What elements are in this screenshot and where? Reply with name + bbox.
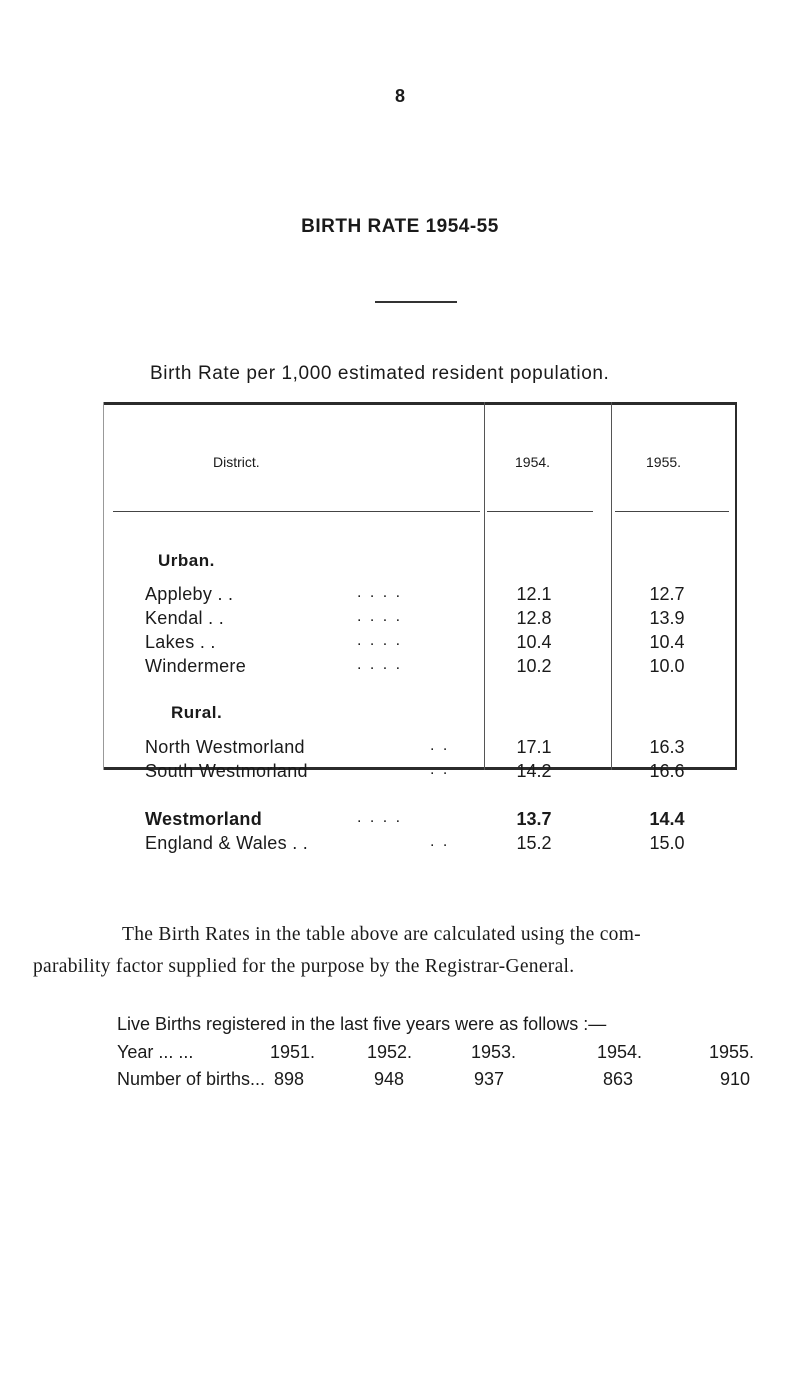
table-caption: Birth Rate per 1,000 estimated resident population. <box>150 363 610 384</box>
rate-1954: 17.1 <box>516 737 552 757</box>
births-1951: 898 <box>274 1069 305 1089</box>
page-title: BIRTH RATE 1954-55 <box>301 216 499 237</box>
rate-1954: 13.7 <box>516 809 552 829</box>
births-1954: 863 <box>603 1069 634 1089</box>
header-rule-1955 <box>615 511 729 512</box>
rate-1955: 12.7 <box>649 584 685 604</box>
rate-1955: 13.9 <box>649 608 685 628</box>
column-divider-1955 <box>611 402 612 770</box>
rate-1955: 14.4 <box>649 809 685 829</box>
table-right-rule <box>735 402 737 770</box>
live-births-intro-text: Live Births registered in the last five years were as follows :— <box>117 1014 607 1034</box>
header-1955: 1955. <box>646 454 682 470</box>
births-label: Number of births... <box>117 1069 266 1089</box>
district-name: Kendal . . <box>145 608 225 628</box>
total-england-wales-label: England & Wales . . <box>145 833 309 853</box>
total-westmorland-label: Westmorland <box>145 809 262 829</box>
births-1952: 948 <box>374 1069 405 1089</box>
year-1955: 1955. <box>709 1042 755 1062</box>
rate-1954: 12.8 <box>516 608 552 628</box>
header-rule-1954 <box>487 511 593 512</box>
leader-dots: . . <box>430 761 450 778</box>
rate-1955: 16.6 <box>649 761 685 781</box>
rate-1955: 15.0 <box>649 833 685 853</box>
header-1954: 1954. <box>515 454 551 470</box>
leader-dots: . . . . <box>357 608 403 625</box>
rate-1954: 10.4 <box>516 632 552 652</box>
birth-rate-table <box>103 402 737 770</box>
rate-1954: 15.2 <box>516 833 552 853</box>
leader-dots: . . . . <box>357 632 403 649</box>
title-divider <box>375 301 457 303</box>
page-number: 8 <box>394 86 405 106</box>
rate-1955: 10.0 <box>649 656 685 676</box>
district-name: Lakes . . <box>145 632 216 652</box>
leader-dots: . . . . <box>357 584 403 601</box>
leader-dots: . . <box>430 833 450 850</box>
rate-1955: 16.3 <box>649 737 685 757</box>
leader-dots: . . . . <box>357 656 403 673</box>
year-label: Year ... ... <box>117 1042 194 1062</box>
rate-1954: 10.2 <box>516 656 552 676</box>
rate-1955: 10.4 <box>649 632 685 652</box>
note-line-2: parability factor supplied for the purpose by the Registrar-General. <box>33 956 575 977</box>
year-row <box>117 1042 787 1066</box>
rate-1954: 14.2 <box>516 761 552 781</box>
note-line-1: The Birth Rates in the table above are calculated using the com- <box>122 924 641 945</box>
district-name: North Westmorland <box>145 737 305 757</box>
section-heading-urban: Urban. <box>158 551 215 570</box>
district-name: Appleby . . <box>145 584 234 604</box>
births-1953: 937 <box>474 1069 505 1089</box>
table-top-rule <box>103 402 737 405</box>
district-name: Windermere <box>145 656 247 676</box>
district-name: South Westmorland <box>145 761 308 781</box>
column-divider-1954 <box>484 402 485 770</box>
births-row <box>117 1069 787 1093</box>
year-1954: 1954. <box>597 1042 643 1062</box>
year-1951: 1951. <box>270 1042 316 1062</box>
table-left-rule <box>103 402 104 770</box>
year-1952: 1952. <box>367 1042 413 1062</box>
leader-dots: . . <box>430 737 450 754</box>
year-1953: 1953. <box>471 1042 517 1062</box>
rate-1954: 12.1 <box>516 584 552 604</box>
leader-dots: . . . . <box>357 809 403 826</box>
births-1955: 910 <box>720 1069 751 1089</box>
header-rule-district <box>113 511 480 512</box>
header-district: District. <box>213 454 260 470</box>
section-heading-rural: Rural. <box>171 703 223 722</box>
